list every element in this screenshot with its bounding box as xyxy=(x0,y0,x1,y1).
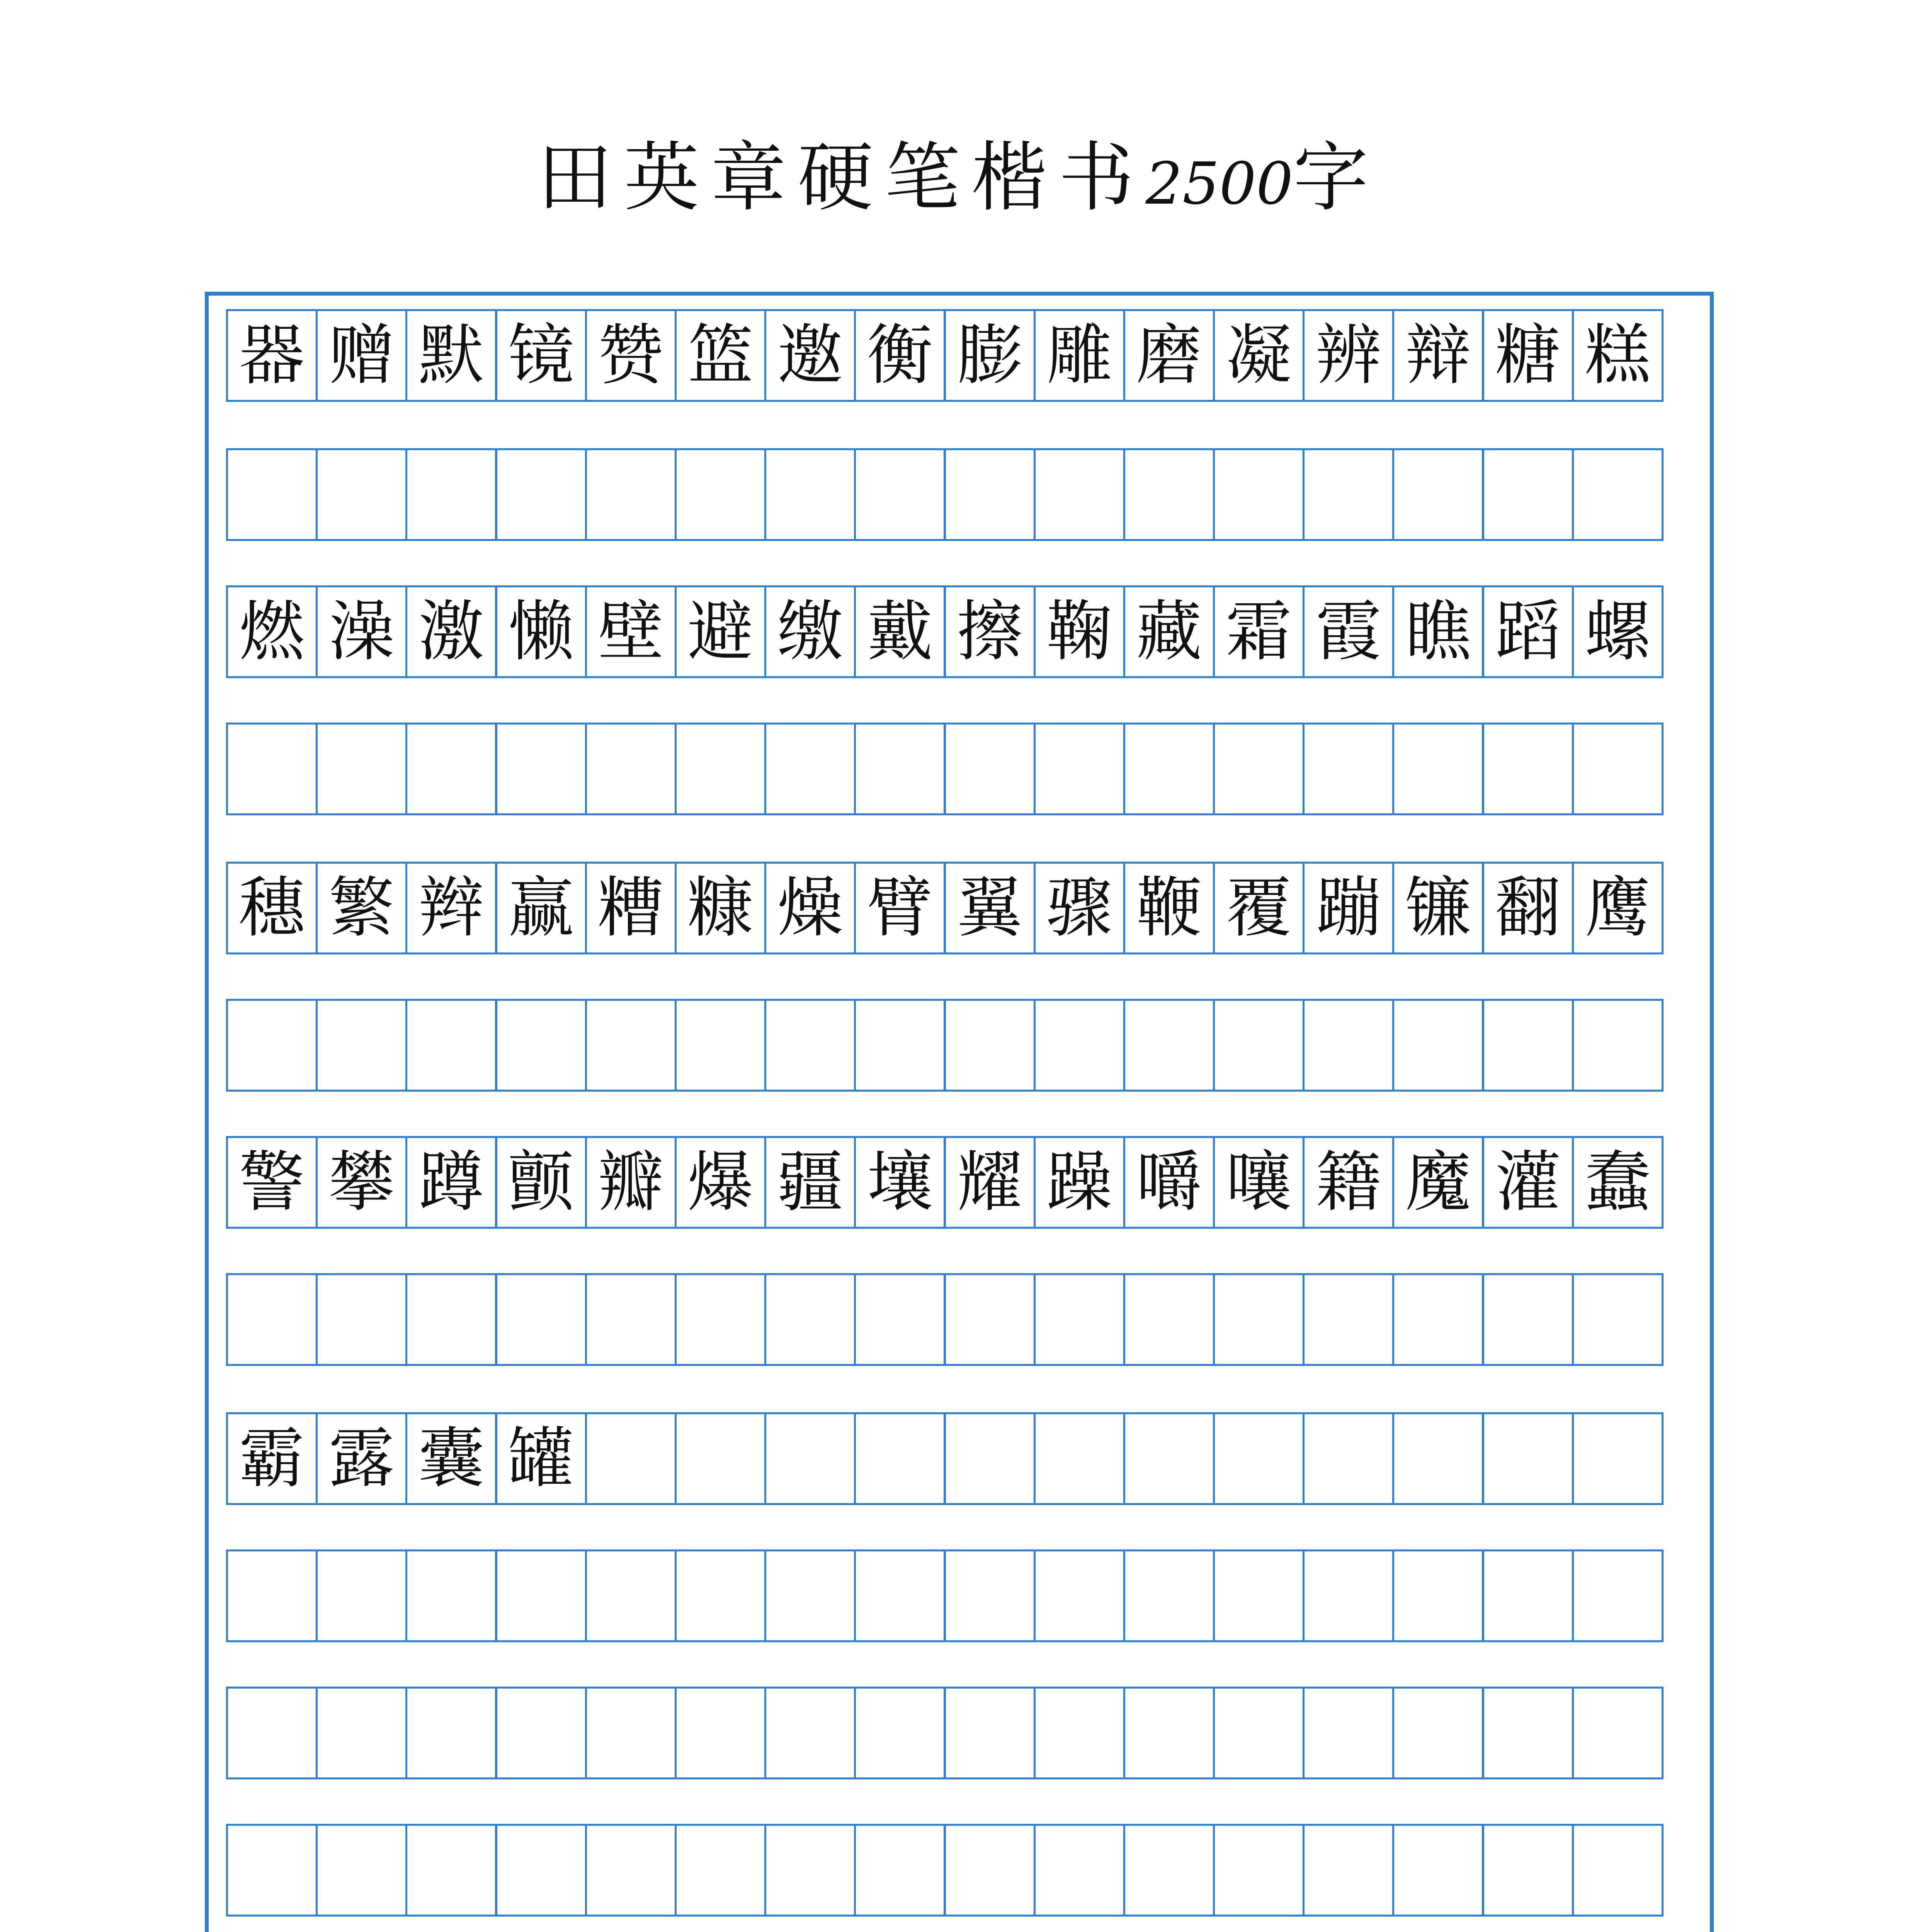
empty-cell xyxy=(495,1549,587,1642)
character-cell: 燃 xyxy=(226,585,318,678)
character-row xyxy=(226,1412,1692,1505)
character-cell: 嚷 xyxy=(1213,1136,1305,1229)
empty-cell xyxy=(226,999,318,1092)
empty-cell xyxy=(405,1549,497,1642)
empty-cell xyxy=(585,448,677,541)
character-cell: 壁 xyxy=(585,585,677,678)
character-cell: 赢 xyxy=(495,862,587,954)
empty-cell xyxy=(1303,999,1394,1092)
empty-cell xyxy=(1213,999,1305,1092)
empty-cell xyxy=(1123,723,1215,815)
character-cell: 翻 xyxy=(1482,862,1574,954)
character-cell: 覆 xyxy=(1213,862,1305,954)
empty-cell xyxy=(316,448,407,541)
empty-cell xyxy=(764,448,856,541)
empty-cell xyxy=(1572,999,1664,1092)
title-text: 田英章硬笔楷书 xyxy=(537,134,1146,221)
character-cell: 糟 xyxy=(585,862,677,954)
empty-cell xyxy=(944,999,1036,1092)
empty-cell xyxy=(1482,1273,1574,1366)
character-cell: 嚼 xyxy=(1123,1136,1215,1229)
empty-cell xyxy=(675,1687,766,1779)
character-cell: 澡 xyxy=(316,585,407,678)
empty-cell xyxy=(675,448,766,541)
empty-cell xyxy=(1123,999,1215,1092)
empty-cell xyxy=(316,1824,407,1917)
character-cell: 耀 xyxy=(944,1136,1036,1229)
empty-cell xyxy=(405,1273,497,1366)
empty-cell xyxy=(405,1824,497,1917)
empty-cell xyxy=(1034,1687,1125,1779)
empty-cell xyxy=(764,1824,856,1917)
empty-cell xyxy=(1213,1687,1305,1779)
empty-cell xyxy=(1213,723,1305,815)
character-cell: 器 xyxy=(226,309,318,402)
character-cell: 燥 xyxy=(764,862,856,954)
character-cell: 鹰 xyxy=(1572,862,1664,954)
character-cell: 糖 xyxy=(1482,309,1574,402)
empty-cell xyxy=(1123,1824,1215,1917)
empty-cell xyxy=(854,1412,946,1505)
character-cell: 蹲 xyxy=(405,1136,497,1229)
character-cell: 激 xyxy=(405,585,497,678)
empty-cell xyxy=(1482,1549,1574,1642)
empty-cell xyxy=(854,1549,946,1642)
empty-cell xyxy=(405,723,497,815)
empty-cell xyxy=(1392,1549,1484,1642)
empty-cell xyxy=(764,1687,856,1779)
character-cell: 鞭 xyxy=(1123,862,1215,954)
empty-cell xyxy=(495,1687,587,1779)
blank-practice-row xyxy=(226,723,1692,815)
empty-cell xyxy=(1213,448,1305,541)
empty-cell xyxy=(764,723,856,815)
empty-cell xyxy=(675,1549,766,1642)
empty-cell xyxy=(1034,1273,1125,1366)
blank-practice-row xyxy=(226,1687,1692,1779)
empty-cell xyxy=(764,1412,856,1505)
character-cell: 辨 xyxy=(1303,309,1394,402)
empty-cell xyxy=(1303,1549,1394,1642)
character-cell: 镜 xyxy=(495,309,587,402)
empty-cell xyxy=(675,723,766,815)
empty-cell xyxy=(1303,1824,1394,1917)
character-cell: 瞧 xyxy=(1392,585,1484,678)
empty-cell xyxy=(1123,1273,1215,1366)
empty-cell xyxy=(316,723,407,815)
empty-cell xyxy=(316,999,407,1092)
empty-cell xyxy=(1572,1549,1664,1642)
character-cell: 籍 xyxy=(1303,1136,1394,1229)
empty-cell xyxy=(675,1824,766,1917)
character-cell: 鞠 xyxy=(1034,585,1125,678)
empty-cell xyxy=(1572,1273,1664,1366)
character-cell: 膨 xyxy=(944,309,1036,402)
empty-cell xyxy=(226,1824,318,1917)
character-cell: 臂 xyxy=(854,862,946,954)
character-cell: 颤 xyxy=(495,1136,587,1229)
character-cell: 磨 xyxy=(1123,309,1215,402)
empty-cell xyxy=(1123,1412,1215,1505)
empty-cell xyxy=(944,1824,1036,1917)
character-cell: 赞 xyxy=(585,309,677,402)
empty-cell xyxy=(585,1549,677,1642)
empty-cell xyxy=(1034,1824,1125,1917)
empty-cell xyxy=(675,1273,766,1366)
empty-cell xyxy=(944,1687,1036,1779)
character-cell: 邀 xyxy=(764,309,856,402)
character-cell: 躁 xyxy=(1034,1136,1125,1229)
character-cell: 糠 xyxy=(675,862,766,954)
character-cell: 蹈 xyxy=(1482,585,1574,678)
empty-cell xyxy=(226,448,318,541)
character-cell: 警 xyxy=(226,1136,318,1229)
character-cell: 藏 xyxy=(1123,585,1215,678)
empty-cell xyxy=(1303,723,1394,815)
character-cell: 懒 xyxy=(495,585,587,678)
character-cell: 疆 xyxy=(764,1136,856,1229)
empty-cell xyxy=(854,999,946,1092)
page-title xyxy=(0,128,1917,228)
character-cell: 镰 xyxy=(1392,862,1484,954)
empty-cell xyxy=(405,1687,497,1779)
character-cell: 衡 xyxy=(854,309,946,402)
title-suffix: 字 xyxy=(1293,134,1380,221)
empty-cell xyxy=(1034,999,1125,1092)
character-row xyxy=(226,309,1692,402)
empty-cell xyxy=(1303,448,1394,541)
character-cell: 蹦 xyxy=(1303,862,1394,954)
character-cell: 魔 xyxy=(1392,1136,1484,1229)
blank-practice-row xyxy=(226,448,1692,541)
character-cell: 螺 xyxy=(1572,585,1664,678)
empty-cell xyxy=(854,448,946,541)
character-cell: 凝 xyxy=(1213,309,1305,402)
empty-cell xyxy=(1482,999,1574,1092)
empty-cell xyxy=(585,1687,677,1779)
empty-cell xyxy=(1482,723,1574,815)
character-cell: 篮 xyxy=(675,309,766,402)
character-row xyxy=(226,585,1692,678)
empty-cell xyxy=(1034,1549,1125,1642)
empty-cell xyxy=(944,1412,1036,1505)
empty-cell xyxy=(585,1412,677,1505)
empty-cell xyxy=(764,999,856,1092)
empty-cell xyxy=(316,1687,407,1779)
character-row xyxy=(226,1136,1692,1229)
empty-cell xyxy=(316,1549,407,1642)
empty-cell xyxy=(944,1273,1036,1366)
empty-cell xyxy=(675,1412,766,1505)
empty-cell xyxy=(1572,1824,1664,1917)
character-cell: 攀 xyxy=(316,1136,407,1229)
empty-cell xyxy=(226,1273,318,1366)
empty-cell xyxy=(495,999,587,1092)
empty-cell xyxy=(854,723,946,815)
empty-cell xyxy=(854,1273,946,1366)
character-cell: 繁 xyxy=(316,862,407,954)
character-cell: 蠢 xyxy=(1572,1136,1664,1229)
empty-cell xyxy=(495,1273,587,1366)
character-cell: 擦 xyxy=(944,585,1036,678)
empty-cell xyxy=(1572,1412,1664,1505)
character-cell: 灌 xyxy=(1482,1136,1574,1229)
empty-cell xyxy=(1482,448,1574,541)
character-cell: 霸 xyxy=(226,1412,318,1505)
empty-cell xyxy=(944,723,1036,815)
empty-cell xyxy=(226,723,318,815)
character-cell: 辩 xyxy=(1392,309,1484,402)
character-cell: 赠 xyxy=(316,309,407,402)
empty-cell xyxy=(1303,1412,1394,1505)
empty-cell xyxy=(1392,1412,1484,1505)
empty-cell xyxy=(854,1824,946,1917)
empty-cell xyxy=(1213,1549,1305,1642)
empty-cell xyxy=(405,999,497,1092)
empty-cell xyxy=(405,448,497,541)
empty-cell xyxy=(1034,723,1125,815)
empty-cell xyxy=(1123,1687,1215,1779)
empty-cell xyxy=(316,1273,407,1366)
empty-cell xyxy=(1303,1687,1394,1779)
character-cell: 囊 xyxy=(405,1412,497,1505)
empty-cell xyxy=(1213,1824,1305,1917)
empty-cell xyxy=(1123,1549,1215,1642)
empty-cell xyxy=(585,1824,677,1917)
character-cell: 糕 xyxy=(1572,309,1664,402)
character-cell: 缴 xyxy=(764,585,856,678)
empty-cell xyxy=(1392,723,1484,815)
character-cell: 露 xyxy=(316,1412,407,1505)
empty-cell xyxy=(1572,448,1664,541)
empty-cell xyxy=(495,1824,587,1917)
character-cell: 辫 xyxy=(405,862,497,954)
empty-cell xyxy=(1213,1412,1305,1505)
character-cell: 默 xyxy=(405,309,497,402)
empty-cell xyxy=(1123,448,1215,541)
empty-cell xyxy=(1392,1824,1484,1917)
character-cell: 翼 xyxy=(944,862,1036,954)
empty-cell xyxy=(495,448,587,541)
blank-practice-row xyxy=(226,1824,1692,1917)
empty-cell xyxy=(854,1687,946,1779)
character-cell: 雕 xyxy=(1034,309,1125,402)
character-cell: 避 xyxy=(675,585,766,678)
empty-cell xyxy=(226,1687,318,1779)
empty-cell xyxy=(1034,448,1125,541)
empty-cell xyxy=(764,1549,856,1642)
empty-cell xyxy=(585,1273,677,1366)
empty-cell xyxy=(1392,448,1484,541)
empty-cell xyxy=(764,1273,856,1366)
character-cell: 霜 xyxy=(1213,585,1305,678)
character-cell: 骤 xyxy=(1034,862,1125,954)
character-cell: 穗 xyxy=(226,862,318,954)
empty-cell xyxy=(585,723,677,815)
empty-cell xyxy=(675,999,766,1092)
empty-cell xyxy=(226,1549,318,1642)
empty-cell xyxy=(1572,723,1664,815)
character-cell: 爆 xyxy=(675,1136,766,1229)
empty-cell xyxy=(944,448,1036,541)
character-cell: 壤 xyxy=(854,1136,946,1229)
empty-cell xyxy=(1572,1687,1664,1779)
empty-cell xyxy=(1034,1412,1125,1505)
empty-cell xyxy=(944,1549,1036,1642)
empty-cell xyxy=(1482,1687,1574,1779)
character-cell: 罐 xyxy=(495,1412,587,1505)
blank-practice-row xyxy=(226,999,1692,1092)
empty-cell xyxy=(1303,1273,1394,1366)
empty-cell xyxy=(495,723,587,815)
character-cell: 霞 xyxy=(1303,585,1394,678)
title-number: 2500 xyxy=(1145,150,1293,218)
empty-cell xyxy=(1482,1412,1574,1505)
character-cell: 戴 xyxy=(854,585,946,678)
empty-cell xyxy=(1213,1273,1305,1366)
empty-cell xyxy=(1392,999,1484,1092)
blank-practice-row xyxy=(226,1273,1692,1366)
character-cell: 瓣 xyxy=(585,1136,677,1229)
empty-cell xyxy=(585,999,677,1092)
blank-practice-row xyxy=(226,1549,1692,1642)
empty-cell xyxy=(1392,1687,1484,1779)
empty-cell xyxy=(1482,1824,1574,1917)
empty-cell xyxy=(1392,1273,1484,1366)
character-row xyxy=(226,862,1692,954)
